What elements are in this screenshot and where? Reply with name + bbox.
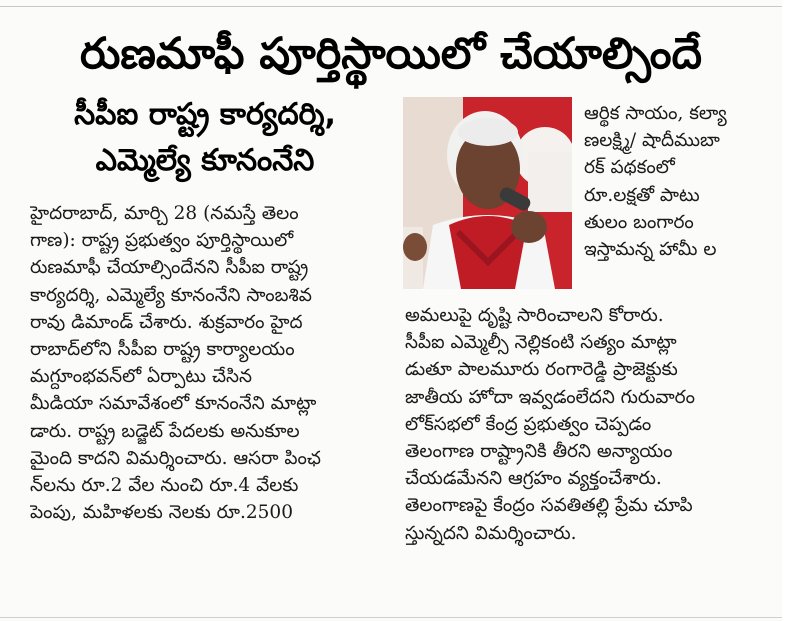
body-line: గాణ): రాష్ట్ర ప్రభుత్వం పూర్తిస్థాయిలో xyxy=(30,230,294,252)
body-line: స్తున్నదని విమర్శించారు. xyxy=(405,522,577,544)
subheadline-line-1: సీపీఐ రాష్ట్ర కార్యదర్శి, xyxy=(74,97,336,132)
body-line: చేయడమేనని ఆగ్రహం వ్యక్తంచేశారు. xyxy=(405,468,662,490)
body-line: లోక్‌సభలో కేంద్ర ప్రభుత్వం చెప్పడం xyxy=(405,413,652,435)
body-line: మైంది కాదని విమర్శించారు. ఆసరా పింఛ xyxy=(30,447,321,469)
left-column-body xyxy=(30,200,385,526)
body-line: తెలంగాణ రాష్ట్రానికి తీరని అన్యాయం xyxy=(405,441,673,463)
body-line: తెలంగాణపై కేంద్రం సవతితల్లి ప్రేమ చూపి xyxy=(405,495,693,517)
subheadline-line-2: ఎమ్మెల్యే కూనంనేని xyxy=(95,143,315,178)
body-line: రాబాద్‌లోని సీపీఐ రాష్ట్ర కార్యాలయం xyxy=(30,339,295,361)
speaker-photo xyxy=(403,97,572,289)
headline: రుణమాఫీ పూర్తిస్థాయిలో చేయాల్సిందే xyxy=(80,29,702,79)
bottom-divider xyxy=(0,617,782,618)
body-line: రుణమాఫీ చేయాల్సిందేనని సీపీఐ రాష్ట్ర xyxy=(30,257,309,279)
right-column-top-body xyxy=(584,100,754,263)
body-line: సీపీఐ ఎమ్మెల్సీ నెల్లికంటి సత్యం మాట్లా xyxy=(405,332,677,354)
body-line: న్‌లను రూ.2 వేల నుంచి రూ.4 వేలకు xyxy=(30,475,299,497)
body-line: ఆర్థిక సాయం, కల్యా xyxy=(584,103,727,124)
top-divider xyxy=(0,6,782,7)
subheadline xyxy=(40,92,370,184)
body-line: మీడియా సమావేశంలో కూనంనేని మాట్లా xyxy=(30,393,317,415)
body-line: మగ్దూంభవన్‌లో ఏర్పాటు చేసిన xyxy=(30,366,252,388)
portrait-photo-icon xyxy=(403,97,572,289)
body-line: డుతూ పాలమూరు రంగారెడ్డి ప్రాజెక్టుకు xyxy=(405,359,678,381)
body-line: అమలుపై దృష్టి సారించాలని కోరారు. xyxy=(405,305,664,326)
body-line: ఇస్తామన్న హామీ ల xyxy=(584,239,717,261)
right-column-bottom-body xyxy=(405,302,755,547)
body-line: రక్ పథకంలో xyxy=(584,157,675,179)
body-line: జాతీయ హోదా ఇవ్వడంలేదని గురువారం xyxy=(405,386,695,408)
body-line: హైదరాబాద్, మార్చి 28 (నమస్తే తెలం xyxy=(30,203,299,224)
body-line: తులం బంగారం xyxy=(584,211,694,233)
body-line: ణలక్ష్మి/ షాదీముబా xyxy=(584,130,720,152)
body-line: రావు డిమాండ్ చేశారు. శుక్రవారం హైద xyxy=(30,311,303,333)
body-line: పెంపు, మహిళలకు నెలకు రూ.2500 xyxy=(30,502,293,524)
body-line: కార్యదర్శి, ఎమ్మెల్యే కూనంనేని సాంబశివ xyxy=(30,284,312,306)
body-line: రూ.లక్షతో పాటు xyxy=(584,184,700,206)
page-margin xyxy=(782,0,800,621)
body-line: డారు. రాష్ట్ర బడ్జెట్ పేదలకు అనుకూల xyxy=(30,420,300,442)
